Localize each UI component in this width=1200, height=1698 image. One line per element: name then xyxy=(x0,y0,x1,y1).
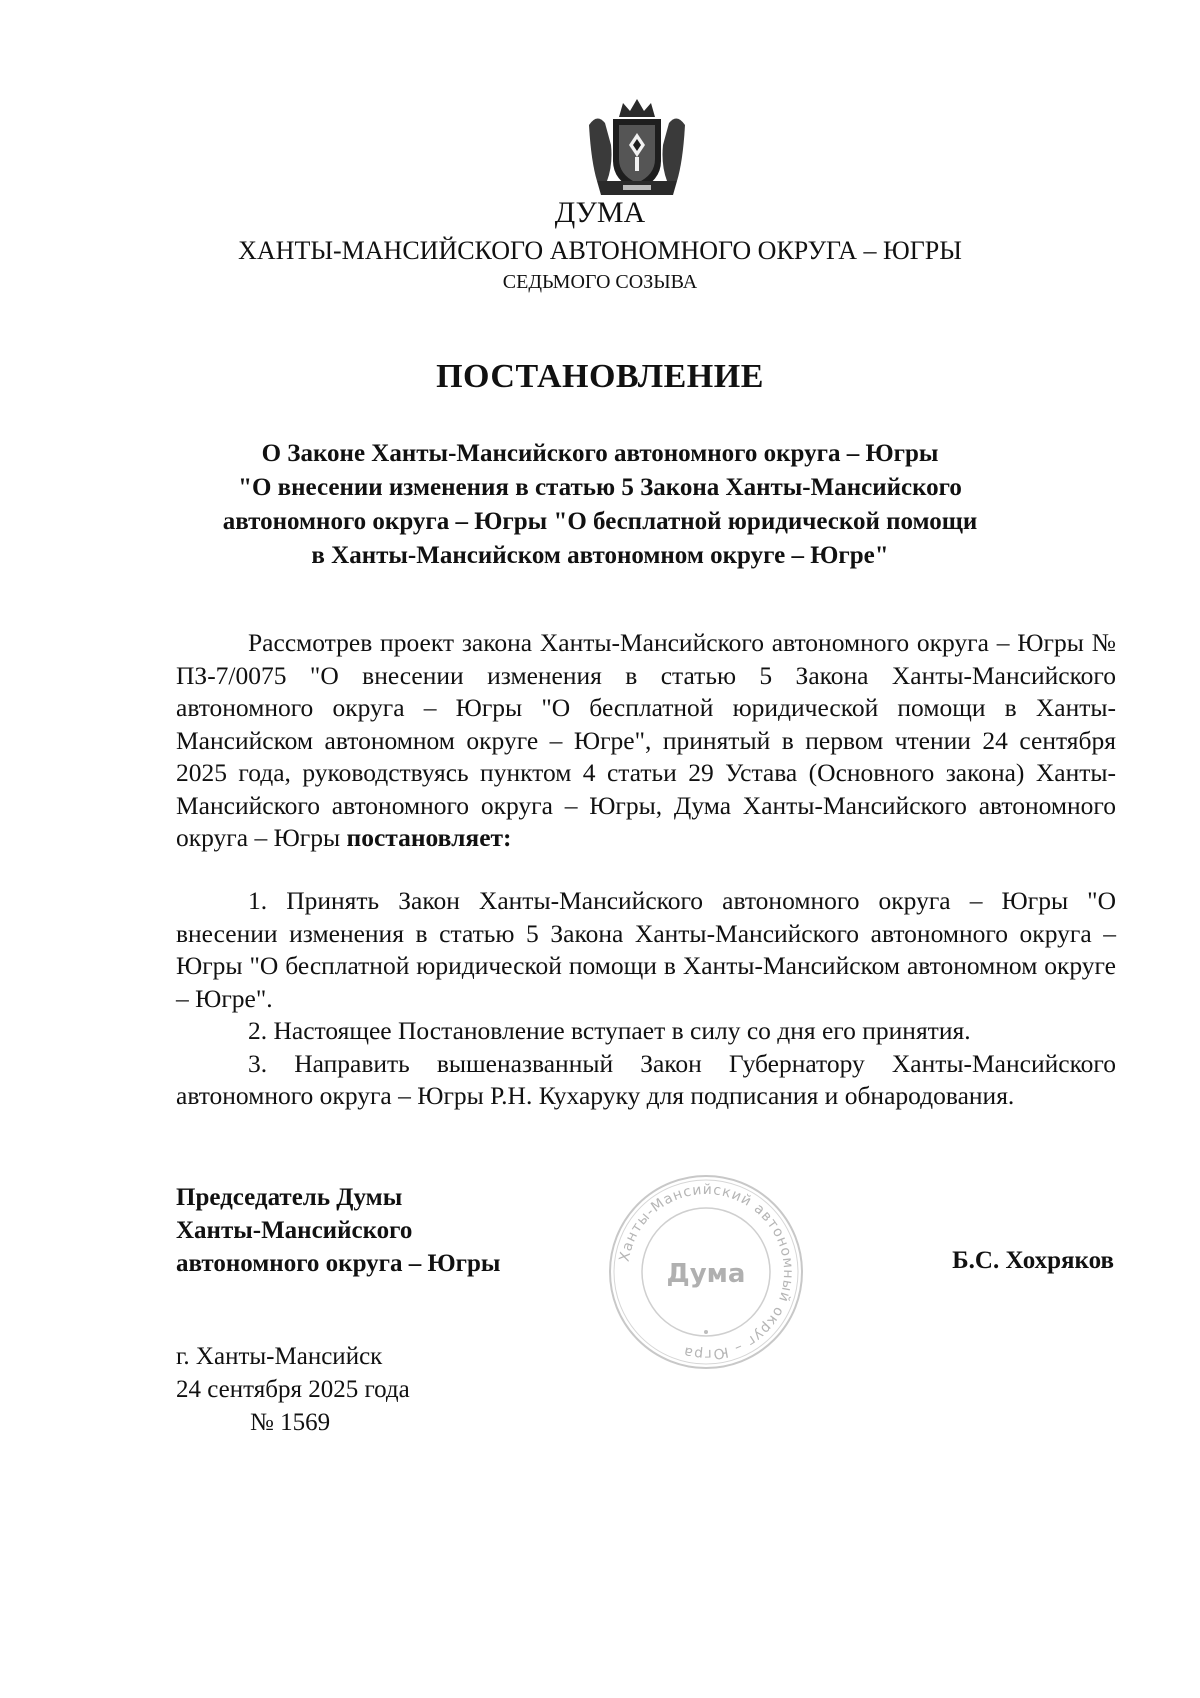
document-number: № 1569 xyxy=(250,1409,331,1436)
signer-position-line: автономного округа – Югры xyxy=(176,1250,501,1277)
document-date: 24 сентября 2025 года xyxy=(176,1376,410,1403)
seal-center-text: Дума xyxy=(666,1259,746,1289)
resolves-word: постановляет: xyxy=(346,823,512,852)
signer-position-line: Ханты-Мансийского xyxy=(176,1217,413,1244)
coat-of-arms-icon xyxy=(583,95,691,201)
subject-line: О Законе Ханты-Мансийского автономного округа – Югры xyxy=(261,440,939,467)
organization-name: ДУМА xyxy=(554,196,646,229)
resolution-item: 1. Принять Закон Ханты-Мансийского автономного округа – Югры "О внесении изменения в статью 5 Закона Ханты-Мансийского автономного округа – Югры "О бесплатной юридической помощи в Ханты-Мансийском автономном округе – Югре". xyxy=(176,886,1116,1013)
document-subject xyxy=(200,437,1000,573)
place-date-number xyxy=(176,1340,410,1439)
signer-name: Б.С. Хохряков xyxy=(952,1247,1114,1274)
official-seal xyxy=(606,1172,806,1372)
seal-ring-text: Ханты-Мансийский автономный округ – Югра xyxy=(616,1181,797,1363)
document-type: ПОСТАНОВЛЕНИЕ xyxy=(436,358,764,395)
preamble-text: Рассмотрев проект закона Ханты-Мансийского автономного округа – Югры № ПЗ-7/0075 "О внесении изменения в статью 5 Закона Ханты-Мансийского автономного округа – Югры "О бесплатной юридической помощи в Ханты-Мансийском автономном округе – Югре", принятый в первом чтении 24 сентября 2025 года, руководствуясь пунктом 4 статьи 29 Устава (Основного закона) Ханты-Мансийского автономного округа – Югры, Дума Ханты-Мансийского автономного округа – Югры xyxy=(176,628,1116,852)
resolution-item: 3. Направить вышеназванный Закон Губернатору Ханты-Мансийского автономного округа – Югры Р.Н. Кухаруку для подписания и обнародования. xyxy=(176,1048,1116,1110)
region-name: ХАНТЫ-МАНСИЙСКОГО АВТОНОМНОГО ОКРУГА – ЮГРЫ xyxy=(238,236,962,265)
city: г. Ханты-Мансийск xyxy=(176,1343,383,1370)
resolution-items xyxy=(176,885,1116,1113)
subject-line: автономного округа – Югры "О бесплатной юридической помощи xyxy=(222,508,978,535)
subject-line: в Ханты-Мансийском автономном округе – Югре" xyxy=(311,542,889,569)
signer-position xyxy=(176,1181,500,1280)
resolution-item: 2. Настоящее Постановление вступает в силу со дня его принятия. xyxy=(248,1016,971,1045)
signer-position-line: Председатель Думы xyxy=(176,1184,403,1211)
convocation: СЕДЬМОГО СОЗЫВА xyxy=(502,271,698,293)
preamble xyxy=(176,627,1116,855)
subject-line: "О внесении изменения в статью 5 Закона Ханты-Мансийского xyxy=(238,474,962,501)
